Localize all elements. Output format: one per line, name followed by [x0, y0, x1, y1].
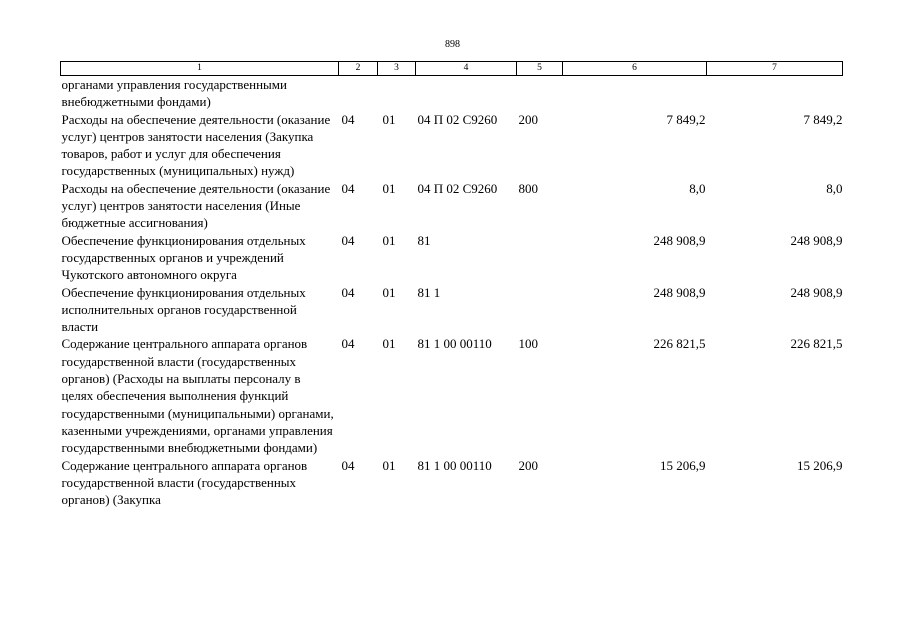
row-subsection: 01: [382, 111, 396, 127]
row-expense-type: 200: [518, 457, 538, 473]
row-amount-col6: 15 206,9: [660, 457, 706, 473]
row-name: Содержание центрального аппарата органов государственной власти (государственных органов) (Закупка: [61, 457, 308, 508]
row-expense-type: [517, 232, 563, 284]
row-name: органами управления государственными внебюджетными фондами): [61, 77, 287, 110]
row-amount-col6: 226 821,5: [653, 336, 706, 352]
row-section: 04: [341, 336, 355, 352]
row-section: [339, 76, 378, 111]
table-header: [61, 62, 843, 76]
header-col-3: 3: [378, 62, 416, 76]
row-name: Содержание центрального аппарата органов государственной власти (государственных органов) (Расходы на выплаты персоналу в целях обеспечения выполнения функций государственными (муниципальными) органами, казенными учреждениями, органами управления государственными внебюджетными фондами): [61, 336, 334, 456]
row-expense-type: 800: [518, 180, 538, 196]
row-name: Расходы на обеспечение деятельности (оказание услуг) центров занятости населения (Закупка товаров, работ и услуг для обеспечения государственных (муниципальных) нужд): [61, 111, 331, 179]
row-section: 04: [341, 232, 355, 248]
table-row: [61, 284, 843, 336]
row-amount-col6: 248 908,9: [653, 232, 706, 248]
row-amount-col7: [707, 76, 843, 111]
header-row: [61, 62, 843, 76]
row-amount-col7: 8,0: [826, 180, 843, 196]
page-number: 898: [445, 39, 460, 50]
row-target-code: 81 1: [417, 284, 441, 300]
header-col-4: 4: [416, 62, 517, 76]
row-amount-col6: 7 849,2: [666, 111, 706, 127]
budget-table: [60, 61, 843, 508]
row-subsection: 01: [382, 457, 396, 473]
row-amount-col7: 226 821,5: [790, 336, 843, 352]
row-expense-type: [517, 76, 563, 111]
row-amount-col7: 7 849,2: [803, 111, 843, 127]
row-subsection: 01: [382, 284, 396, 300]
row-target-code: 81 1 00 00110: [417, 336, 492, 352]
table-row: [61, 335, 843, 456]
row-section: 04: [341, 457, 355, 473]
header-col-5: 5: [517, 62, 563, 76]
row-amount-col6: 8,0: [689, 180, 706, 196]
table-row: [61, 232, 843, 284]
table-row: [61, 76, 843, 111]
table-body: [61, 76, 843, 509]
header-col-1: 1: [61, 62, 339, 76]
row-target-code: 81 1 00 00110: [417, 457, 492, 473]
row-amount-col7: 248 908,9: [790, 284, 843, 300]
header-col-6: 6: [563, 62, 707, 76]
row-name: Обеспечение функционирования отдельных государственных органов и учреждений Чукотского автономного округа: [61, 232, 306, 283]
row-subsection: 01: [382, 180, 396, 196]
row-subsection: [378, 76, 416, 111]
row-target-code: [416, 76, 517, 111]
row-subsection: 01: [382, 232, 396, 248]
row-name: Обеспечение функционирования отдельных исполнительных органов государственной власти: [61, 284, 306, 335]
row-expense-type: [517, 284, 563, 336]
table-row: [61, 180, 843, 232]
header-col-2: 2: [339, 62, 378, 76]
row-section: 04: [341, 284, 355, 300]
row-expense-type: 100: [518, 336, 538, 352]
row-name: Расходы на обеспечение деятельности (оказание услуг) центров занятости населения (Иные бюджетные ассигнования): [61, 180, 331, 231]
table-row: [61, 457, 843, 509]
row-amount-col6: 248 908,9: [653, 284, 706, 300]
row-target-code: 04 П 02 С9260: [417, 111, 498, 127]
row-expense-type: 200: [518, 111, 538, 127]
row-target-code: 81: [417, 232, 431, 248]
row-amount-col7: 248 908,9: [790, 232, 843, 248]
row-section: 04: [341, 180, 355, 196]
row-target-code: 04 П 02 С9260: [417, 180, 498, 196]
row-amount-col6: [563, 76, 707, 111]
header-col-7: 7: [707, 62, 843, 76]
row-subsection: 01: [382, 336, 396, 352]
row-amount-col7: 15 206,9: [797, 457, 843, 473]
table-row: [61, 111, 843, 180]
row-section: 04: [341, 111, 355, 127]
